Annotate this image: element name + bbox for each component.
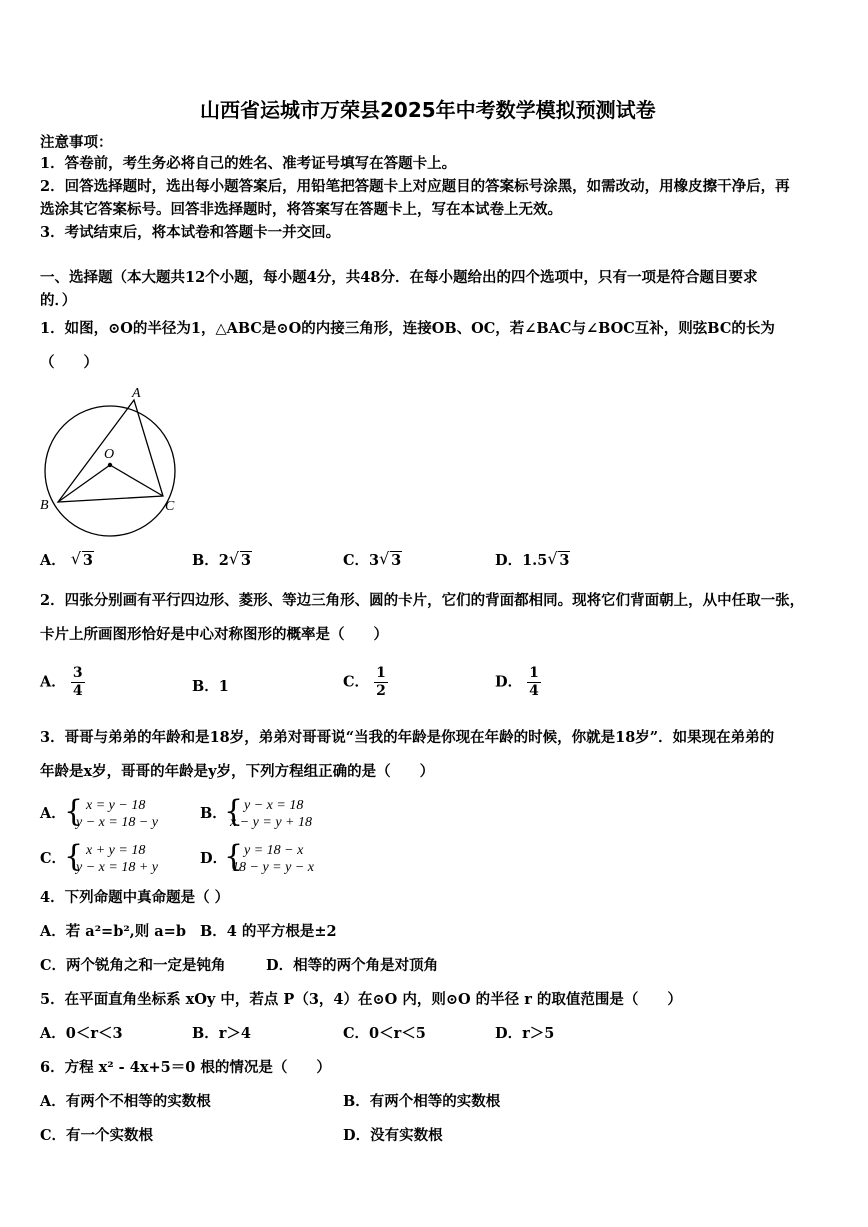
q1-option-a[interactable] (40, 551, 94, 571)
option-label: B． (192, 678, 219, 695)
label-a: A (132, 386, 141, 401)
brace-symbol: { (224, 839, 244, 874)
q4-option-c[interactable]: C．两个锐角之和一定是钝角 (40, 957, 226, 974)
fraction (527, 665, 541, 700)
coefficient: 3 (369, 552, 380, 569)
q3-stem-line1: 3．哥哥与弟弟的年龄和是18岁，弟弟对哥哥说“当我的年龄是你现在年龄的时候，你就是18岁”．如果现在弟弟的 (40, 729, 775, 746)
equation-1: x = y − 18 (86, 798, 146, 813)
coefficient: 1.5 (522, 552, 548, 569)
section-heading-line2: 的．） (40, 292, 77, 309)
notice-item-2: 2．回答选择题时，选出每小题答案后，用铅笔把答题卡上对应题目的答案标号涂黑，如需改动，用橡皮擦干净后，再 (40, 178, 790, 195)
option-label: B． (192, 552, 219, 569)
option-label: B． (200, 805, 227, 822)
option-label: C． (343, 673, 370, 691)
q1-option-b[interactable] (192, 551, 252, 571)
equation-2: y − x = 18 + y (76, 860, 158, 875)
equation-2: 18 − y = y − x (232, 860, 314, 875)
sqrt-expression: √ 3 (70, 549, 93, 569)
brace-symbol: { (64, 839, 84, 874)
sqrt-expression: √ 3 (228, 549, 251, 569)
radicand: 3 (240, 552, 251, 569)
q5-option-b[interactable]: B．r＞4 (192, 1025, 251, 1042)
q2-stem-line1: 2．四张分别画有平行四边形、菱形、等边三角形、圆的卡片，它们的背面都相同。现将它们背面朝上，从中任取一张， (40, 592, 805, 609)
q2-stem-line2: 卡片上所画图形恰好是中心对称图形的概率是（ ） (40, 626, 388, 643)
radicand: 3 (559, 552, 570, 569)
sqrt-expression: √ 3 (547, 549, 570, 569)
option-label: C． (343, 552, 370, 569)
q4-option-a[interactable]: A．若 a²=b²,则 a=b (40, 923, 186, 940)
q6-option-c[interactable]: C．有一个实数根 (40, 1127, 154, 1144)
radicand: 3 (391, 552, 402, 569)
q4-option-b[interactable]: B．4 的平方根是±2 (200, 923, 337, 940)
page-title: 山西省运城市万荣县2025年中考数学模拟预测试卷 (200, 98, 656, 122)
coefficient: 2 (218, 552, 229, 569)
option-label: A． (40, 552, 66, 569)
numerator: 1 (376, 665, 386, 681)
brace-symbol: { (224, 794, 244, 829)
numerator: 1 (529, 665, 539, 681)
equation-1: x + y = 18 (86, 843, 146, 858)
fraction (71, 665, 85, 700)
label-c: C (165, 499, 175, 514)
denominator: 4 (529, 683, 539, 699)
q2-option-c[interactable] (343, 665, 388, 700)
brace-symbol: { (64, 794, 84, 829)
equation-2: y − x = 18 − y (76, 815, 158, 830)
q6-option-b[interactable]: B．有两个相等的实数根 (343, 1093, 501, 1110)
denominator: 2 (376, 683, 386, 699)
notice-item-2-cont: 选涂其它答案标号。回答非选择题时，将答案写在答题卡上，写在本试卷上无效。 (40, 201, 562, 218)
q6-option-d[interactable]: D．没有实数根 (343, 1127, 443, 1144)
segment-ob (58, 465, 110, 502)
option-label: D． (200, 850, 228, 867)
q1-option-d[interactable] (495, 551, 570, 571)
q1-option-c[interactable] (343, 551, 402, 571)
option-label: D． (495, 552, 523, 569)
q6-option-a[interactable]: A．有两个不相等的实数根 (40, 1093, 211, 1110)
q3-stem-line2: 年龄是x岁，哥哥的年龄是y岁，下列方程组正确的是（ ） (40, 763, 435, 780)
equation-1: y = 18 − x (244, 843, 304, 858)
notice-item-1: 1．答卷前，考生务必将自己的姓名、准考证号填写在答题卡上。 (40, 155, 457, 172)
denominator: 4 (72, 683, 83, 699)
q4-stem: 4．下列命题中真命题是（ ） (40, 889, 230, 906)
equation-1: y − x = 18 (244, 798, 304, 813)
option-label: C． (40, 850, 67, 867)
equation-2: x − y = y + 18 (230, 815, 312, 830)
label-b: B (40, 498, 49, 513)
option-label: A． (40, 805, 66, 822)
option-label: A． (40, 673, 66, 691)
notice-item-3: 3．考试结束后，将本试卷和答题卡一并交回。 (40, 224, 341, 241)
center-point (108, 463, 112, 467)
fraction (374, 665, 388, 700)
section-heading-line1: 一、选择题（本大题共12个小题，每小题4分，共48分．在每小题给出的四个选项中，只有一项是符合题目要求 (40, 269, 758, 286)
q1-stem-line1: 1．如图，⊙O的半径为1，△ABC是⊙O的内接三角形，连接OB、OC，若∠BAC与∠BOC互补，则弦BC的长为 (40, 320, 775, 337)
q2-option-d[interactable] (495, 665, 541, 700)
q5-option-a[interactable]: A．0＜r＜3 (40, 1025, 123, 1042)
q6-stem: 6．方程 x² - 4x+5＝0 根的情况是（ ） (40, 1059, 331, 1076)
label-o: O (104, 447, 115, 462)
radicand: 3 (82, 552, 93, 569)
option-value: 1 (218, 678, 229, 695)
q5-option-c[interactable]: C．0＜r＜5 (343, 1025, 426, 1042)
numerator: 3 (72, 665, 83, 681)
notice-heading: 注意事项： (40, 134, 113, 151)
q2-option-a[interactable] (40, 665, 85, 700)
q5-stem: 5．在平面直角坐标系 xOy 中，若点 P（3，4）在⊙O 内，则⊙O 的半径 r 的取值范围是（ ） (40, 991, 682, 1008)
q1-stem-line2: （ ） (40, 354, 98, 371)
q2-option-b[interactable] (192, 677, 229, 697)
circle-triangle-figure (36, 382, 196, 538)
sqrt-expression: √ 3 (379, 549, 402, 569)
option-label: D． (495, 673, 523, 691)
q5-option-d[interactable]: D．r＞5 (495, 1025, 555, 1042)
q4-option-d[interactable]: D．相等的两个角是对顶角 (266, 957, 439, 974)
